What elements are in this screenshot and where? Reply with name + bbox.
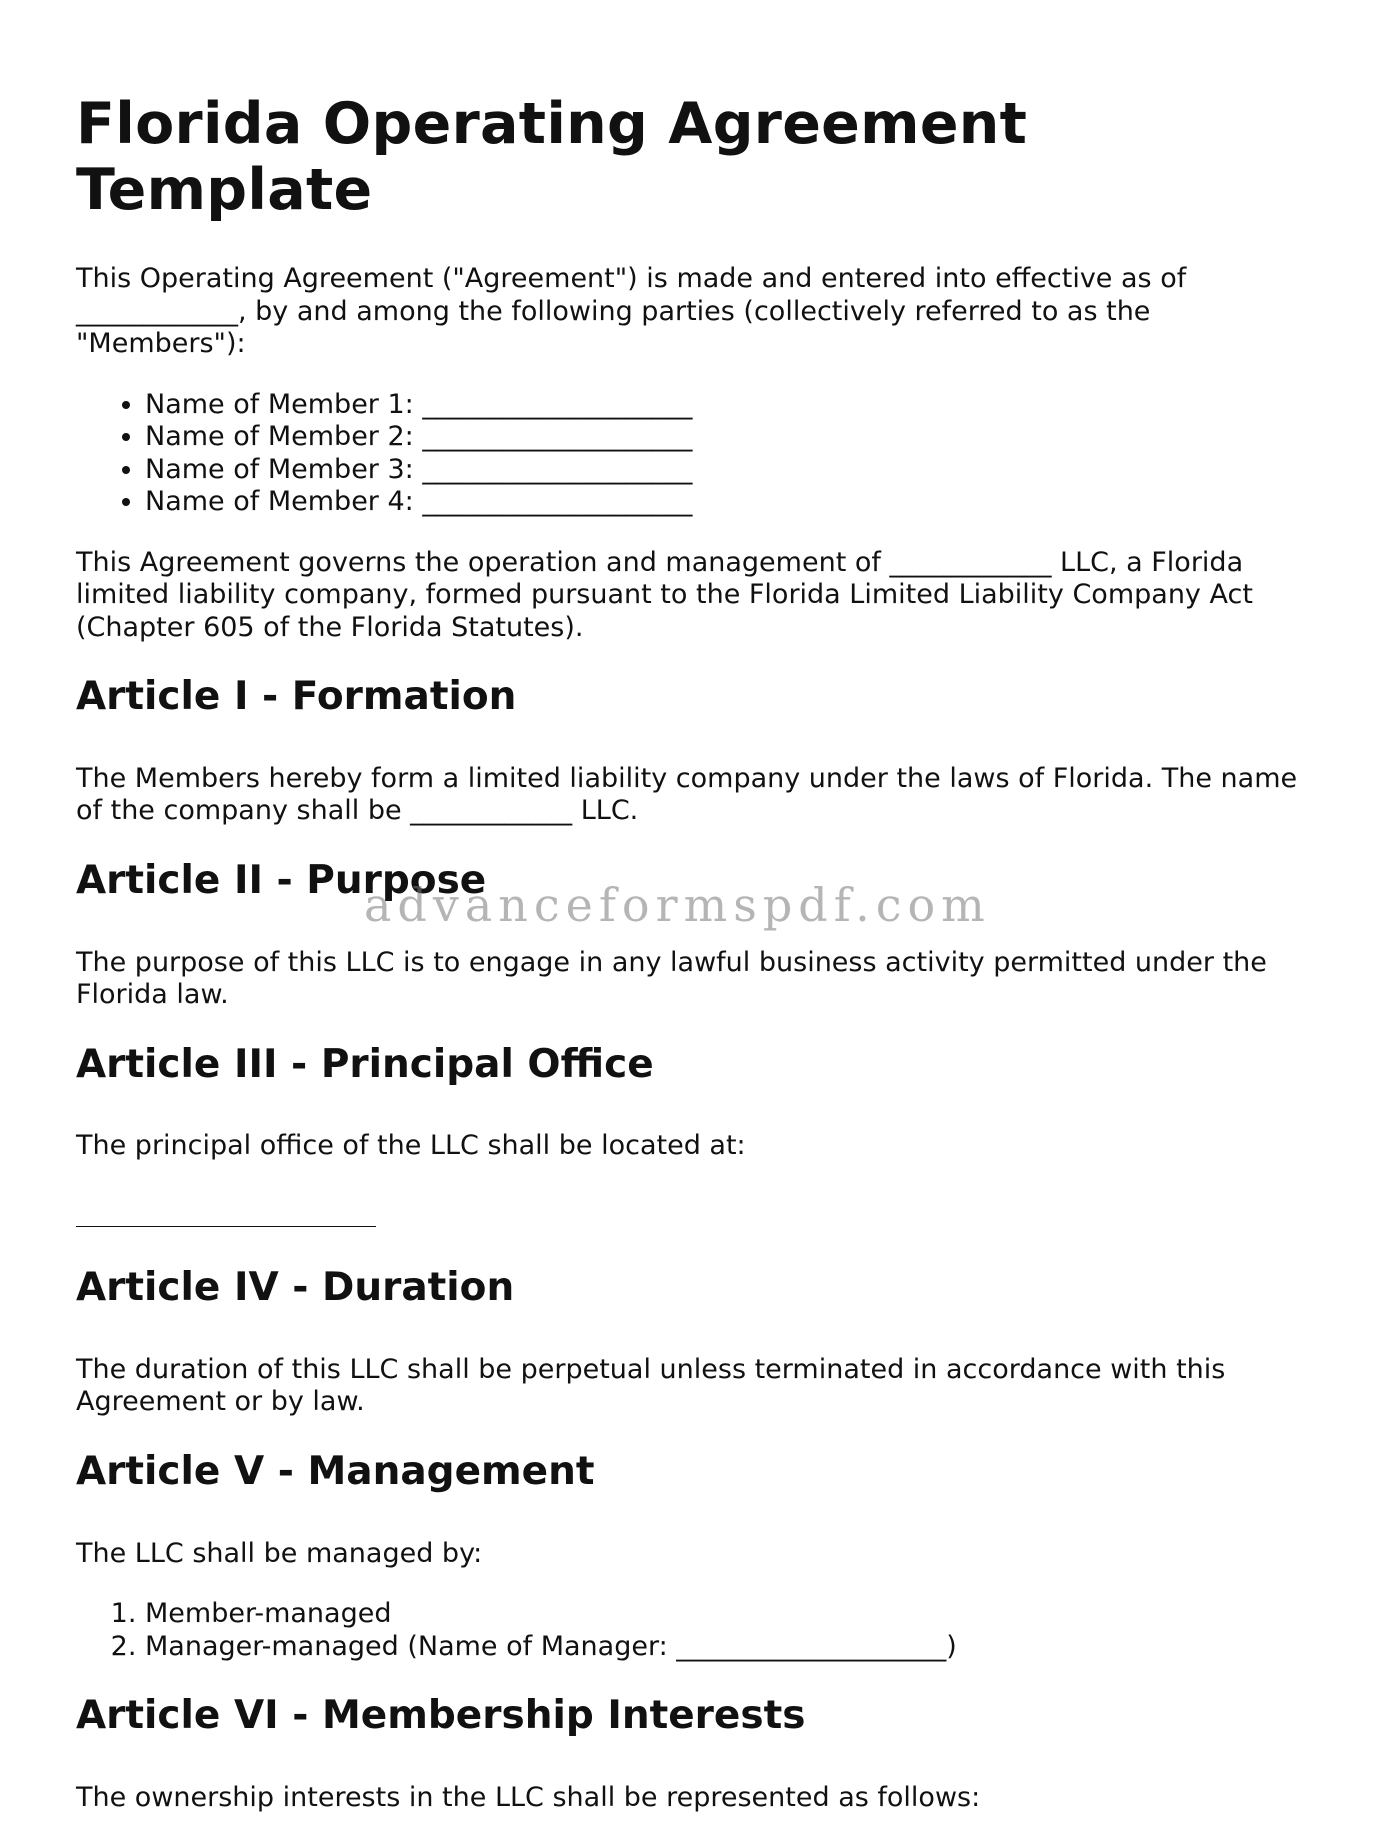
article-1-text: The Members hereby form a limited liability company under the laws of Florida. The name of the company shall be ____________ LLC. xyxy=(76,762,1298,827)
member-list xyxy=(76,389,1326,519)
management-option-2: 2. Manager-managed (Name of Manager: ____________________) xyxy=(145,1631,1326,1664)
member-item-1: • Name of Member 1: ____________________ xyxy=(145,389,1326,422)
member-item-3: • Name of Member 3: ____________________ xyxy=(145,454,1326,487)
watermark: advanceformspdf.com xyxy=(364,878,991,932)
article-2-heading: Article II - Purpose xyxy=(76,857,487,903)
management-options-list xyxy=(76,1598,1326,1663)
article-3-heading: Article III - Principal Office xyxy=(76,1041,654,1087)
article-6-text: The ownership interests in the LLC shall be represented as follows: xyxy=(76,1781,981,1813)
article-5-text: The LLC shall be managed by: xyxy=(76,1537,483,1569)
article-4-heading: Article IV - Duration xyxy=(76,1264,515,1310)
article-2-text: The purpose of this LLC is to engage in any lawful business activity permitted under the Florida law. xyxy=(76,946,1267,1011)
document-title: Florida Operating Agreement Template xyxy=(76,91,1028,223)
article-5-heading: Article V - Management xyxy=(76,1448,595,1494)
member-item-2: • Name of Member 2: ____________________ xyxy=(145,421,1326,454)
office-address-blank xyxy=(76,1225,376,1227)
document-page xyxy=(76,92,1326,1842)
governs-paragraph: This Agreement governs the operation and management of ____________ LLC, a Florida limited liability company, formed pursuant to the Florida Limited Liability Company Act (Chapter 605 of the Florida Statutes). xyxy=(76,546,1253,643)
management-option-1: 1. Member-managed xyxy=(145,1598,1326,1631)
article-4-text: The duration of this LLC shall be perpetual unless terminated in accordance with this Agreement or by law. xyxy=(76,1353,1226,1418)
article-1-heading: Article I - Formation xyxy=(76,674,517,720)
article-6-heading: Article VI - Membership Interests xyxy=(76,1693,806,1739)
intro-paragraph: This Operating Agreement ("Agreement") is made and entered into effective as of ____________, by and among the following parties (collectively referred to as the "Members"): xyxy=(76,263,1187,360)
member-item-4: • Name of Member 4: ____________________ xyxy=(145,486,1326,519)
article-3-text: The principal office of the LLC shall be located at: xyxy=(76,1130,746,1162)
